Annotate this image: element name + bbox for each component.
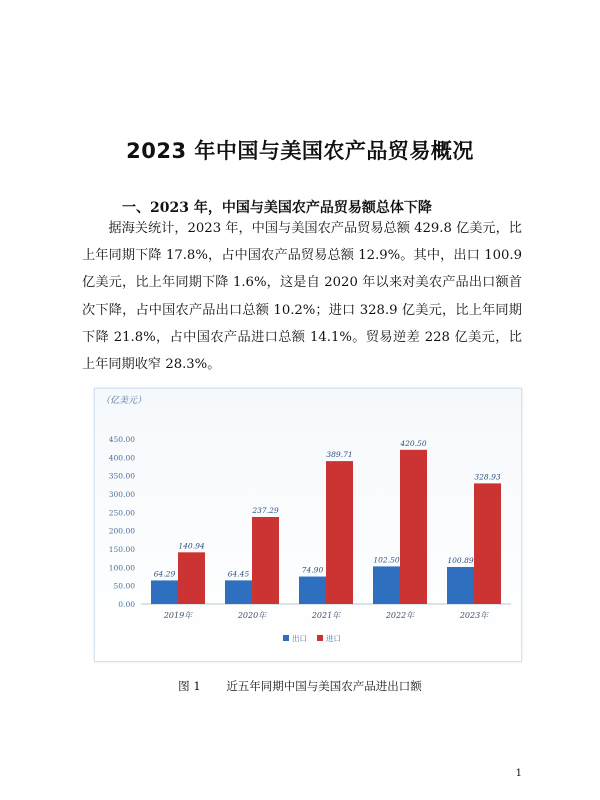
y-tick-label: 150.00 [108,545,135,554]
x-tick-label: 2023年 [459,611,489,620]
bar-进口-2022年 [400,450,427,604]
data-label: 237.29 [252,505,279,515]
data-label: 100.89 [447,556,474,566]
y-tick-label: 400.00 [108,453,135,463]
y-tick-label: 300.00 [108,490,135,499]
y-tick-label: 100.00 [108,563,135,573]
data-label: 64.45 [227,569,250,579]
bar-出口-2021年 [299,577,326,604]
bar-进口-2019年 [178,552,205,604]
x-tick-label: 2020年 [237,611,267,620]
figure-label: 图 1 [178,679,201,693]
x-tick-label: 2019年 [163,611,193,620]
body-paragraph: 据海关统计，2023 年，中国与美国农产品贸易总额 429.8 亿美元，比上年同期下降 17.8%，占中国农产品贸易总额 12.9%。其中，出口 100.9 亿美元，比上年同期下降 1.6%，这是自 2020 年以来对美农产品出口额首次下降，占中国农产品出口总额 10.2%；进口 328.9 亿美元，比上年同期下降 21.8%，占中国农产品进口总额 14.1%。贸易逆差 228 亿美元，比上年同期收窄 28.3%。 [82,221,522,373]
y-tick-label: 450.00 [108,435,135,444]
y-tick-label: 350.00 [108,471,135,481]
page-number: 1 [515,768,522,779]
data-label: 328.93 [474,472,501,482]
data-label: 389.71 [326,450,353,460]
bar-进口-2021年 [326,461,353,604]
chart-frame [94,388,522,662]
bar-出口-2019年 [151,580,178,604]
bar-出口-2020年 [225,580,252,604]
y-tick-label: 0.00 [118,600,135,609]
x-tick-label: 2022年 [385,611,415,620]
legend-label: 进口 [326,634,341,643]
bar-chart [95,389,521,661]
y-tick-label: 50.00 [113,581,135,591]
page-title: 2023 年中国与美国农产品贸易概况 [126,139,474,163]
data-label: 420.50 [400,438,427,448]
legend-swatch-进口 [317,635,323,641]
y-tick-label: 200.00 [108,526,135,536]
section-heading: 一、2023 年，中国与美国农产品贸易额总体下降 [122,200,432,216]
figure-caption-text: 近五年同期中国与美国农产品进出口额 [226,679,422,693]
bar-出口-2022年 [373,566,400,604]
y-tick-label: 250.00 [108,508,135,518]
data-label: 140.94 [178,541,205,551]
data-label: 102.50 [373,555,400,565]
y-axis-label: （亿美元） [101,396,147,406]
bar-进口-2023年 [474,483,501,604]
legend-label: 出口 [292,634,307,643]
data-label: 64.29 [153,569,176,579]
x-tick-label: 2021年 [311,611,341,620]
figure-caption [0,678,600,694]
bar-进口-2020年 [252,517,279,604]
bar-出口-2023年 [447,567,474,604]
legend-swatch-出口 [283,635,289,641]
data-label: 74.90 [301,565,324,575]
